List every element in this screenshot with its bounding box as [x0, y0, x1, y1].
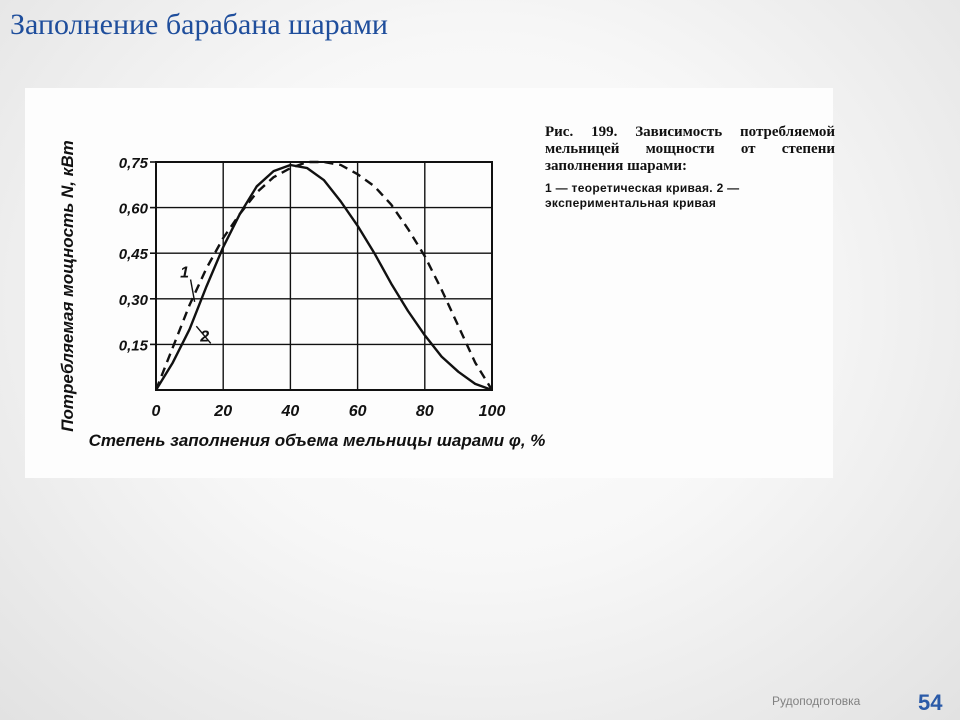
caption-legend: 1 — теоретическая кривая. 2 — экспериментальная кривая [545, 181, 740, 210]
figure-panel [25, 88, 833, 478]
y-tick-label: 0,75 [118, 155, 148, 172]
y-tick-label: 0,15 [118, 337, 148, 355]
caption-text: Рис. 199. Зависимость потребляемой мельницей мощности от степени заполнения шарами: [545, 124, 835, 174]
y-tick-label: 0,30 [118, 291, 148, 309]
figure-caption [545, 124, 835, 211]
x-axis-label: Степень заполнения объема мельницы шарами φ, % [88, 431, 546, 450]
x-tick-label: 60 [348, 403, 367, 420]
x-tick-labels [152, 403, 506, 420]
x-tick-label: 0 [151, 403, 161, 420]
x-tick-label: 80 [415, 403, 434, 420]
series-label-1: 1 [180, 264, 190, 282]
series-labels [180, 265, 211, 346]
footer-label: Рудоподготовка [772, 694, 861, 708]
y-tick-label: 0,60 [118, 200, 148, 218]
series-label-2: 2 [200, 328, 210, 346]
slide-title: Заполнение барабана шарами [10, 8, 388, 41]
x-tick-label: 40 [281, 403, 300, 420]
page-number: 54 [918, 690, 943, 715]
y-tick-labels [119, 155, 149, 354]
x-tick-label: 20 [214, 403, 233, 420]
y-tick-label: 0,45 [118, 246, 148, 264]
x-tick-label: 100 [478, 403, 506, 420]
series-line-1 [156, 165, 492, 390]
y-axis-label: Потребляемая мощность N, кВт [58, 140, 77, 432]
series-lines [156, 162, 492, 390]
